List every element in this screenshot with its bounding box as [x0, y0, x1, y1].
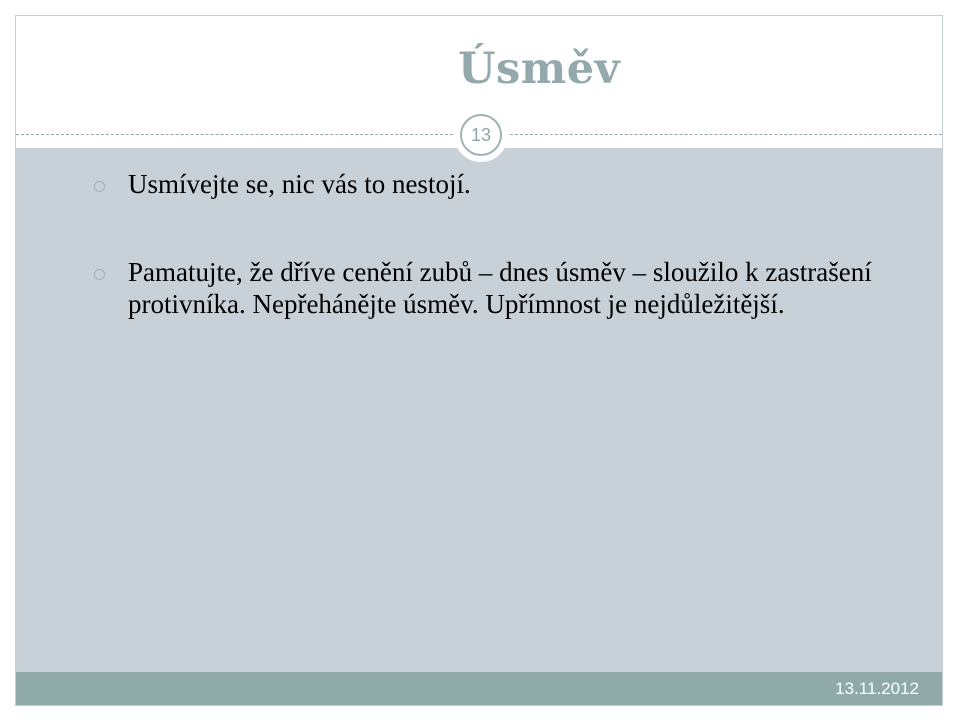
bullet-text: Usmívejte se, nic vás to nestojí.	[128, 169, 471, 199]
circle-bullet-icon	[94, 181, 105, 192]
circle-bullet-icon	[94, 269, 105, 280]
bullet-list	[16, 16, 942, 690]
slide-number: 13	[460, 114, 502, 156]
slide	[15, 15, 943, 706]
slide-title: Úsměv	[458, 44, 621, 94]
bullet-text: Pamatujte, že dříve cenění zubů – dnes úsměv – sloužilo k zastrašení protivníka. Nepřehánějte úsměv. Upřímnost je nejdůležitější.	[128, 257, 872, 319]
bullet-item	[128, 256, 918, 320]
slide-date: 13.11.2012	[835, 679, 919, 698]
bullet-item	[128, 168, 918, 200]
